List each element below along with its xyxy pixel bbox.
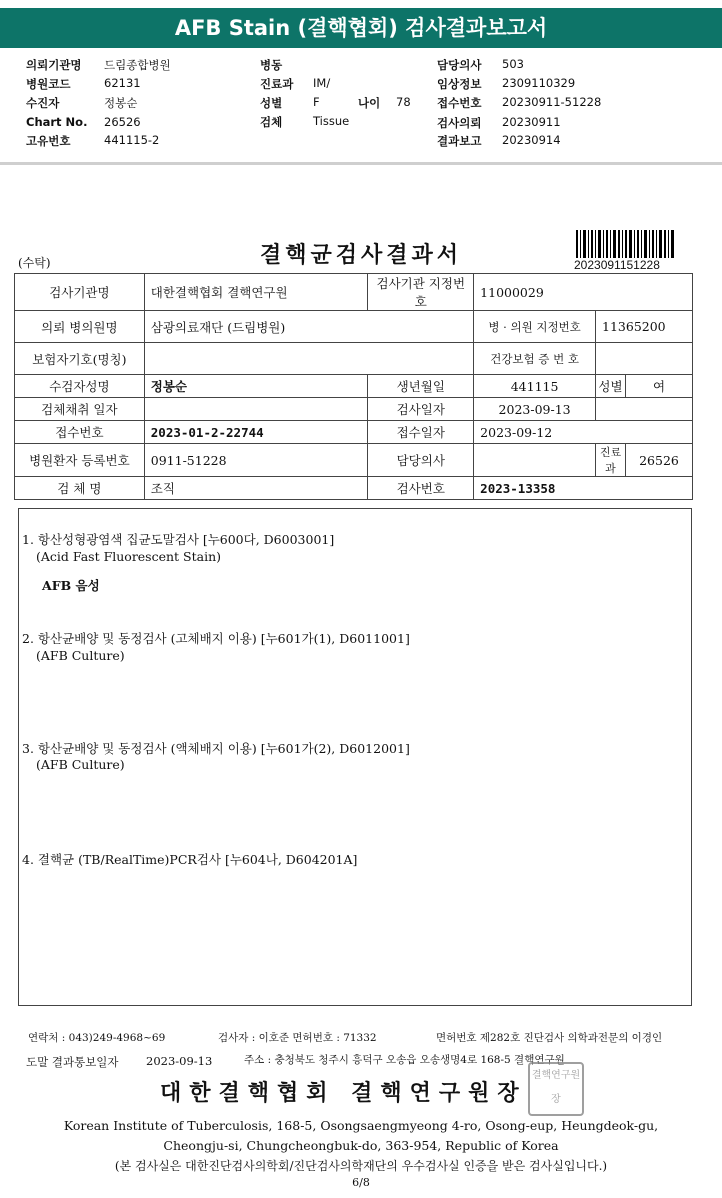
cell-value: 여	[625, 375, 692, 398]
header-label: Chart No.	[26, 115, 88, 129]
cell-label: 진료과	[596, 444, 626, 477]
official-seal: 결핵연구원장	[528, 1062, 584, 1116]
table-row	[15, 375, 693, 398]
cell-label: 검사기관명	[15, 274, 145, 311]
header-label: 임상정보	[437, 77, 482, 91]
cell-value	[144, 398, 368, 421]
header-label: 성별	[260, 96, 283, 110]
report-date-label: 도말 결과통보일자	[26, 1055, 119, 1069]
header-label: 접수번호	[437, 96, 482, 110]
table-row	[15, 398, 693, 421]
test-item: 3. 항산균배양 및 동정검사 (액체배지 이용) [누601가(2), D6012001]	[22, 741, 410, 756]
cell-label: 접수번호	[15, 421, 145, 444]
header-label: 수진자	[26, 96, 60, 110]
header-value: 441115-2	[104, 133, 160, 147]
header-label: 결과보고	[437, 134, 482, 148]
cell-value: 26526	[625, 444, 692, 477]
test-item-en: (Acid Fast Fluorescent Stain)	[36, 549, 222, 564]
table-row	[15, 444, 693, 477]
header-value: IM/	[313, 76, 331, 90]
page-number: 6/8	[352, 1176, 370, 1189]
cell-label: 병 · 의원 지정번호	[474, 311, 596, 343]
cell-value: 2023-09-13	[474, 398, 596, 421]
header-value: 78	[396, 95, 411, 109]
barcode-number: 2023091151228	[574, 258, 660, 272]
header-divider	[0, 162, 722, 165]
header-value: 503	[502, 57, 524, 71]
header-label: 고유번호	[26, 134, 71, 148]
cell-label: 수검자성명	[15, 375, 145, 398]
cell-empty	[596, 398, 693, 421]
test-item-en: (AFB Culture)	[36, 757, 125, 772]
cell-label: 생년월일	[368, 375, 474, 398]
header-label: 의뢰기관명	[26, 58, 82, 72]
cell-value: 441115	[474, 375, 596, 398]
cell-value: 0911-51228	[144, 444, 368, 477]
cell-value	[474, 444, 596, 477]
header-value: 20230914	[502, 133, 561, 147]
certification-note: (본 검사실은 대한진단검사의학회/진단검사의학재단의 우수검사실 인증을 받은 검사실입니다.)	[114, 1159, 608, 1173]
contact-info: 연락처 : 043)249-4968~69	[28, 1032, 166, 1044]
header-value: 20230911-51228	[502, 95, 602, 109]
cell-label: 담당의사	[368, 444, 474, 477]
cell-label: 성별	[596, 375, 626, 398]
cell-value	[596, 343, 693, 375]
header-value: F	[313, 95, 320, 109]
cell-label: 검체채취 일자	[15, 398, 145, 421]
report-header	[0, 48, 722, 158]
cell-value: 11000029	[474, 274, 693, 311]
cell-value: 대한결핵협회 결핵연구원	[144, 274, 368, 311]
header-value: Tissue	[313, 114, 350, 128]
test-item: 1. 항산성형광염색 집균도말검사 [누600다, D6003001]	[22, 532, 335, 547]
header-label: 나이	[358, 96, 381, 110]
header-label: 담당의사	[437, 58, 482, 72]
cell-value: 조직	[144, 477, 368, 500]
header-value: 드림종합병원	[104, 58, 171, 72]
cell-value: 2023-09-12	[474, 421, 693, 444]
report-title: 결핵균검사결과서	[259, 242, 463, 268]
report-banner: AFB Stain (결핵협회) 검사결과보고서	[0, 8, 722, 48]
cell-label: 보험자기호(명칭)	[15, 343, 145, 375]
test-item: 2. 항산균배양 및 동정검사 (고체배지 이용) [누601가(1), D6011001]	[22, 631, 410, 646]
cell-value	[144, 343, 473, 375]
cell-label: 건강보험 증 번 호	[474, 343, 596, 375]
cell-value: 2023-13358	[474, 477, 693, 500]
cell-label: 검사기관 지정번호	[368, 274, 474, 311]
license-info: 면허번호 제282호 진단검사 의학과전문의 이경인	[436, 1032, 663, 1044]
report-date-value: 2023-09-13	[146, 1054, 213, 1068]
cell-label: 의뢰 병의원명	[15, 311, 145, 343]
header-label: 병동	[260, 58, 283, 72]
consignment-label: (수탁)	[18, 256, 51, 270]
header-label: 진료과	[260, 77, 294, 91]
address-en-line2: Cheongju-si, Chungcheongbuk-do, 363-954, Republic of Korea	[163, 1138, 559, 1153]
cell-label: 병원환자 등록번호	[15, 444, 145, 477]
cell-value: 2023-01-2-22744	[144, 421, 368, 444]
test-item: 4. 결핵균 (TB/RealTime)PCR검사 [누604나, D604201A]	[22, 852, 358, 867]
cell-label: 검사번호	[368, 477, 474, 500]
table-row	[15, 477, 693, 500]
header-value: 2309110329	[502, 76, 576, 90]
test-result: AFB 음성	[42, 578, 100, 593]
cell-label: 검 체 명	[15, 477, 145, 500]
table-row	[15, 274, 693, 311]
table-row	[15, 311, 693, 343]
info-table	[14, 273, 693, 500]
barcode-icon	[576, 230, 676, 258]
cell-label: 검사일자	[368, 398, 474, 421]
table-row	[15, 343, 693, 375]
header-value: 정봉순	[104, 96, 138, 110]
cell-value: 정봉순	[144, 375, 368, 398]
cell-value: 11365200	[596, 311, 693, 343]
scanned-report	[0, 168, 722, 1198]
address-ko: 주소 : 충청북도 청주시 흥덕구 오송읍 오송생명4로 168-5 결핵연구원	[244, 1054, 565, 1066]
test-item-en: (AFB Culture)	[36, 648, 125, 663]
header-label: 병원코드	[26, 77, 71, 91]
header-label: 검체	[260, 115, 283, 129]
cell-value: 삼광의료재단 (드림병원)	[144, 311, 473, 343]
header-value: 62131	[104, 76, 141, 90]
header-value: 20230911	[502, 115, 561, 129]
table-row	[15, 421, 693, 444]
header-label: 검사의뢰	[437, 116, 482, 130]
institute-name: 대한결핵협회 결핵연구원장	[160, 1080, 527, 1106]
address-en-line1: Korean Institute of Tuberculosis, 168-5, Osongsaengmyeong 4-ro, Osong-eup, Heungdeok-gu,	[63, 1118, 659, 1133]
header-value: 26526	[104, 115, 141, 129]
cell-label: 접수일자	[368, 421, 474, 444]
examiner-info: 검사자 : 이호준 면허번호 : 71332	[218, 1032, 377, 1044]
